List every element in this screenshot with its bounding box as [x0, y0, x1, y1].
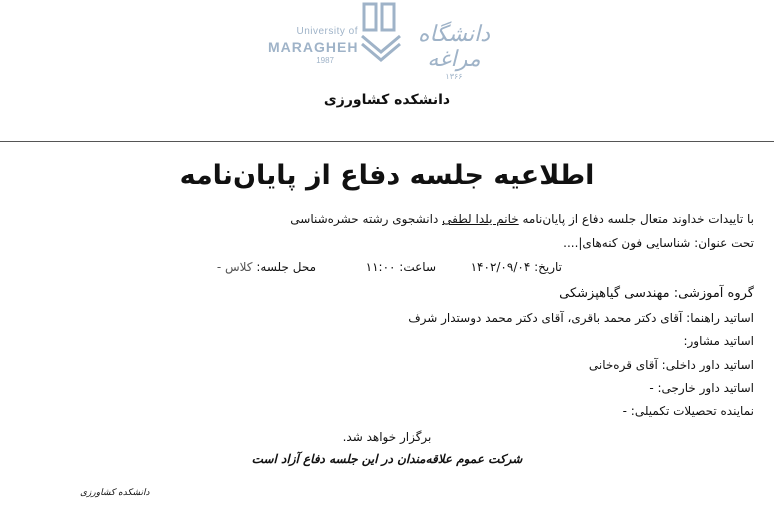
logo-en-year: 1987	[316, 56, 334, 65]
invitation-text: شرکت عموم علاقه‌مندان در این جلسه دفاع آزاد است	[251, 452, 523, 466]
intro-prefix: با تاییدات خداوند متعال جلسه دفاع از پایان‌نامه	[522, 212, 754, 226]
logo-fa-name: دانشگاه مراغه	[417, 22, 491, 72]
logo-english-text	[268, 26, 358, 65]
student-name: خانم یلدا لطفی	[442, 212, 519, 226]
intro-suffix: دانشجوی رشته حشره‌شناسی	[290, 212, 439, 226]
defense-location	[217, 260, 316, 274]
graduate-representative: نماینده تحصیلات تکمیلی: -	[622, 404, 754, 418]
logo-fa-year: ۱۳۶۶	[445, 72, 463, 81]
defense-time: ساعت: ۱۱:۰۰	[365, 260, 436, 274]
location-label: محل جلسه:	[256, 260, 316, 274]
faculty-name: دانشکده کشاورزی	[323, 92, 451, 108]
intro-line	[290, 212, 754, 226]
department: گروه آموزشی: مهندسی گیاهپزشکی	[559, 286, 754, 301]
page-title: اطلاعیه جلسه دفاع از پایان‌نامه	[179, 160, 595, 191]
university-logo	[262, 0, 512, 81]
defense-date: تاریخ: ۱۴۰۲/۰۹/۰۴	[470, 260, 562, 274]
logo-en-line2: MARAGHEH	[268, 39, 359, 55]
advisors: اساتید مشاور:	[683, 334, 754, 348]
logo-en-line1: University of	[296, 26, 358, 37]
university-emblem-icon	[358, 0, 404, 68]
external-examiners: اساتید داور خارجی: -	[649, 381, 754, 395]
internal-examiners: اساتید داور داخلی: آقای قره‌خانی	[588, 358, 754, 372]
header-divider	[0, 141, 774, 142]
held-statement: برگزار خواهد شد.	[342, 430, 432, 444]
signature: دانشکده کشاورزی	[80, 488, 150, 498]
location-value: کلاس -	[216, 260, 253, 274]
supervisors: اساتید راهنما: آقای دکتر محمد باقری، آقای دکتر محمد دوستدار شرف	[408, 311, 754, 325]
thesis-subject: تحت عنوان: شناسایی فون کنه‌های|....	[563, 236, 754, 250]
logo-persian-text	[404, 22, 504, 81]
